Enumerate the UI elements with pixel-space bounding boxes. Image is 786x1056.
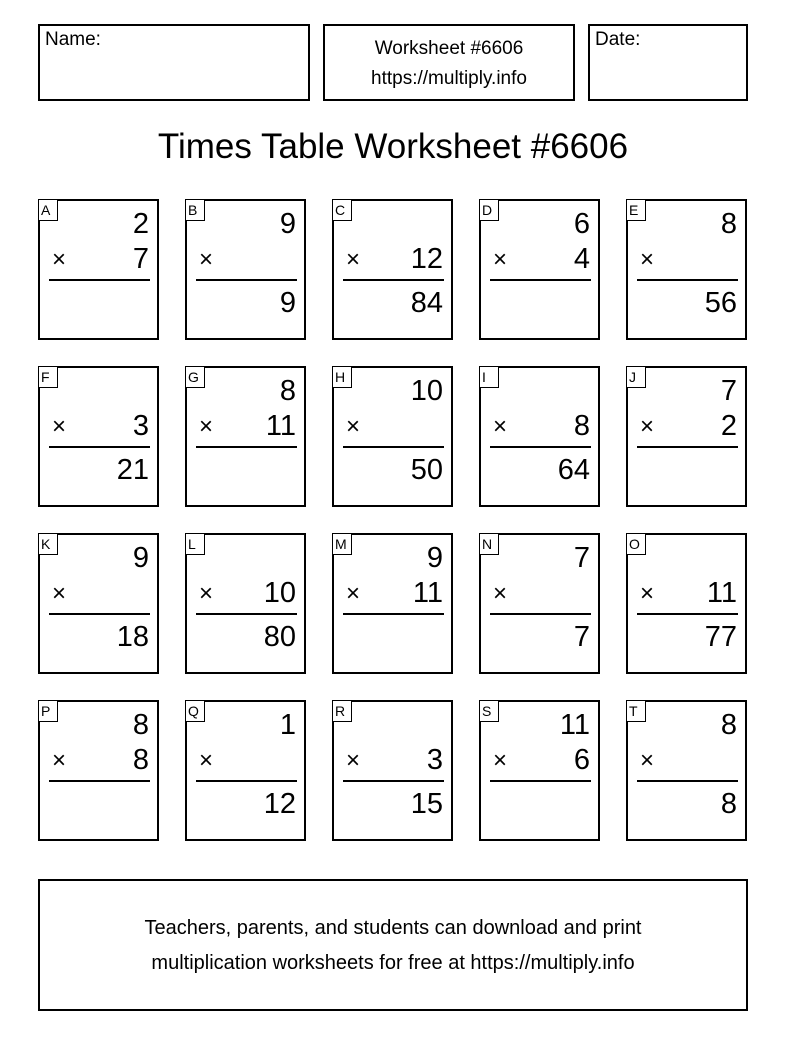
name-field-box[interactable] [38,24,310,101]
site-url: https://multiply.info [371,68,527,89]
problem-answer[interactable]: 56 [704,287,737,319]
problem-label: N [479,533,499,555]
problem-answer[interactable]: 50 [410,454,443,486]
problem-top-number[interactable]: 7 [720,375,737,407]
problem-label: F [38,366,58,388]
problem-top-number[interactable]: 6 [573,208,590,240]
answer-rule [196,446,297,448]
problem-card [332,700,453,841]
answer-rule [343,446,444,448]
answer-rule [49,279,150,281]
problem-answer[interactable]: 21 [116,454,149,486]
problem-label: D [479,199,499,221]
problem-label: B [185,199,205,221]
problem-answer[interactable]: 84 [410,287,443,319]
problem-label: L [185,533,205,555]
problem-label: S [479,700,499,722]
footer-line-2: multiplication worksheets for free at https://multiply.info [151,952,635,974]
problem-label: J [626,366,646,388]
multiply-sign: × [199,747,214,774]
problem-top-number[interactable]: 9 [426,542,443,574]
multiply-sign: × [346,413,361,440]
problem-label: G [185,366,205,388]
problem-card [185,700,306,841]
problem-top-number[interactable]: 8 [720,709,737,741]
problem-multiplier[interactable]: 8 [132,744,149,776]
problem-card [626,700,747,841]
multiply-sign: × [199,580,214,607]
problem-label: O [626,533,646,555]
multiply-sign: × [493,580,508,607]
problem-top-number[interactable]: 2 [132,208,149,240]
problem-label: I [479,366,499,388]
problem-top-number[interactable]: 10 [410,375,443,407]
problem-label: K [38,533,58,555]
problem-card [332,199,453,340]
worksheet-id: Worksheet #6606 [374,38,524,59]
multiply-sign: × [493,747,508,774]
problem-card [38,700,159,841]
answer-rule [49,446,150,448]
problem-top-number[interactable]: 11 [559,709,590,741]
name-label: Name: [45,29,101,50]
problem-label: R [332,700,352,722]
problem-card [626,366,747,507]
multiply-sign: × [493,246,508,273]
multiply-sign: × [640,580,655,607]
problem-answer[interactable]: 9 [279,287,296,319]
problem-card [332,533,453,674]
answer-rule [490,613,591,615]
multiply-sign: × [52,413,67,440]
multiply-sign: × [199,246,214,273]
problem-top-number[interactable]: 8 [279,375,296,407]
answer-rule [49,613,150,615]
date-field-box[interactable] [588,24,748,101]
answer-rule [196,613,297,615]
multiply-sign: × [52,747,67,774]
problem-multiplier[interactable]: 4 [573,243,590,275]
answer-rule [637,780,738,782]
answer-rule [343,613,444,615]
answer-rule [343,780,444,782]
problem-top-number[interactable]: 8 [720,208,737,240]
problem-answer[interactable]: 80 [263,621,296,653]
multiply-sign: × [640,413,655,440]
multiply-sign: × [346,580,361,607]
problem-top-number[interactable]: 8 [132,709,149,741]
problem-card [479,366,600,507]
answer-rule [490,446,591,448]
problem-label: M [332,533,352,555]
problem-label: T [626,700,646,722]
answer-rule [49,780,150,782]
problem-multiplier[interactable]: 2 [720,410,737,442]
problem-answer[interactable]: 8 [720,788,737,820]
multiply-sign: × [346,246,361,273]
problem-card [38,199,159,340]
problem-multiplier[interactable]: 7 [132,243,149,275]
problem-card [38,533,159,674]
problem-top-number[interactable]: 7 [573,542,590,574]
problem-multiplier[interactable]: 11 [265,410,296,442]
problem-card [185,366,306,507]
problem-card [479,700,600,841]
problem-multiplier[interactable]: 8 [573,410,590,442]
problem-card [479,533,600,674]
answer-rule [637,279,738,281]
answer-rule [490,780,591,782]
problem-multiplier[interactable]: 3 [426,744,443,776]
answer-rule [196,279,297,281]
problem-answer[interactable]: 15 [410,788,443,820]
answer-rule [637,446,738,448]
multiply-sign: × [52,580,67,607]
problem-card [626,533,747,674]
problem-card [479,199,600,340]
multiply-sign: × [493,413,508,440]
multiply-sign: × [640,747,655,774]
worksheet-info-box [323,24,575,101]
date-label: Date: [595,29,641,50]
problem-answer[interactable]: 64 [557,454,590,486]
problem-card [185,533,306,674]
problem-answer[interactable]: 18 [116,621,149,653]
problem-top-number[interactable]: 9 [279,208,296,240]
problem-answer[interactable]: 12 [263,788,296,820]
problem-label: H [332,366,352,388]
problem-multiplier[interactable]: 10 [263,577,296,609]
problem-label: A [38,199,58,221]
problem-card [185,199,306,340]
problem-card [626,199,747,340]
multiply-sign: × [52,246,67,273]
answer-rule [196,780,297,782]
page-title: Times Table Worksheet #6606 [157,127,629,166]
problem-card [38,366,159,507]
problem-multiplier[interactable]: 6 [573,744,590,776]
problem-answer[interactable]: 7 [573,621,590,653]
problem-top-number[interactable]: 9 [132,542,149,574]
problem-label: C [332,199,352,221]
problem-multiplier[interactable]: 12 [410,243,443,275]
problem-label: Q [185,700,205,722]
multiply-sign: × [640,246,655,273]
problem-multiplier[interactable]: 11 [706,577,737,609]
problem-multiplier[interactable]: 3 [132,410,149,442]
problem-top-number[interactable]: 1 [279,709,296,741]
multiply-sign: × [346,747,361,774]
answer-rule [490,279,591,281]
footer-line-1: Teachers, parents, and students can download and print [144,917,642,939]
problem-label: E [626,199,646,221]
answer-rule [637,613,738,615]
footer-box [38,879,748,1011]
answer-rule [343,279,444,281]
problem-label: P [38,700,58,722]
problem-card [332,366,453,507]
problem-answer[interactable]: 77 [704,621,737,653]
multiply-sign: × [199,413,214,440]
problem-multiplier[interactable]: 11 [412,577,443,609]
